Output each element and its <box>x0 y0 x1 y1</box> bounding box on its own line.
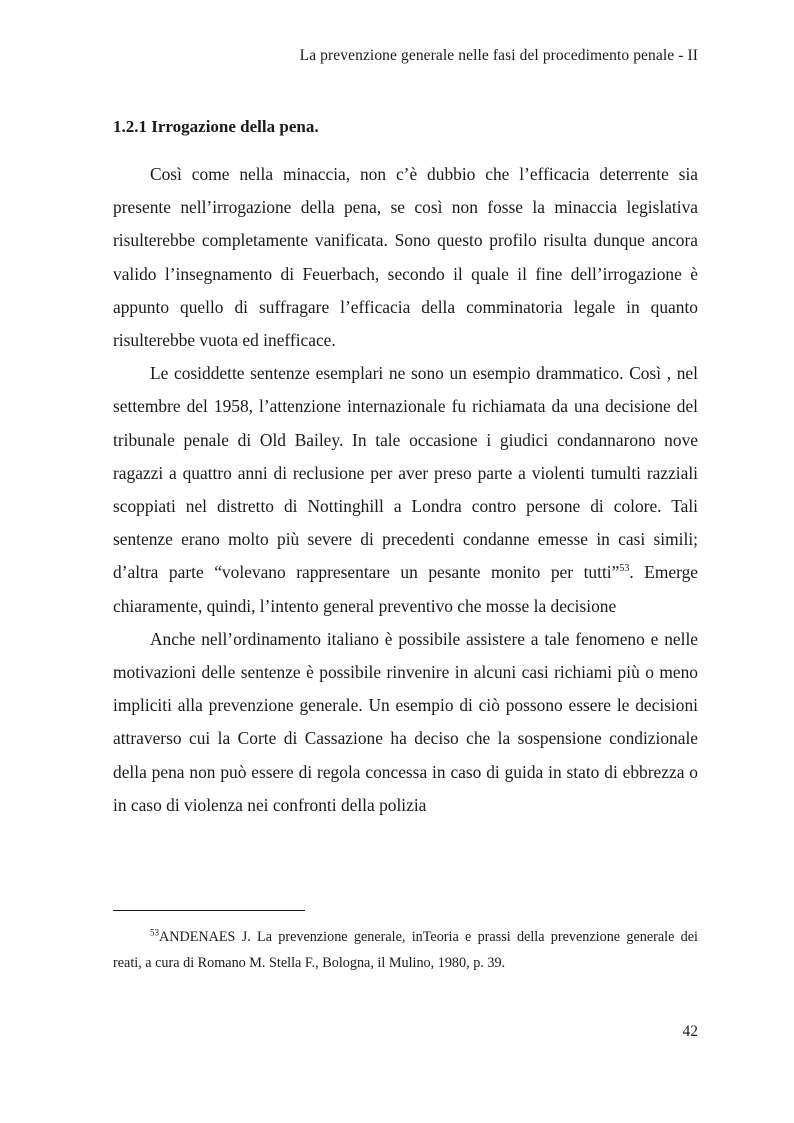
footnote-reference[interactable]: 53 <box>619 563 630 575</box>
section-heading: 1.2.1 Irrogazione della pena. <box>113 117 319 136</box>
footnote-text: La prevenzione generale, inTeoria e prassi della prevenzione generale dei reati, a cura di Romano M. Stella F., Bologna, il Mulino, 1980, p. 39. <box>113 929 698 971</box>
running-header: La prevenzione generale nelle fasi del procedimento penale - II <box>299 47 698 64</box>
footnote <box>113 924 698 976</box>
paragraph-3: Anche nell’ordinamento italiano è possibile assistere a tale fenomeno e nelle motivazioni delle sentenze è possibile rinvenire in alcuni casi richiami più o meno impliciti alla prevenzione generale. Un esempio di ciò possono essere le decisioni attraverso cui la Corte di Cassazione ha deciso che la sospensione condizionale della pena non può essere di regola concessa in caso di guida in stato di ebbrezza o in caso di violenza nei confronti della polizia <box>113 628 698 815</box>
paragraph-2-text-b: . Emerge chiaramente, quindi, l’intento general preventivo che mosse la decisione <box>113 562 698 616</box>
paragraph-1: Così come nella minaccia, non c’è dubbio che l’efficacia deterrente sia presente nell’irrogazione della pena, se così non fosse la minaccia legislativa risulterebbe completamente vanificata. Sono questo profilo risulta dunque ancora valido l’insegnamento di Feuerbach, secondo il quale il fine dell’irrogazione è appunto quello di suffragare l’efficacia della comminatoria legale in quanto risulterebbe vuota ed inefficace. <box>113 164 698 351</box>
page-number: 42 <box>682 1023 698 1040</box>
paragraph-2 <box>113 357 698 623</box>
footnote-separator <box>113 910 305 911</box>
footnote-number: 53 <box>150 927 159 938</box>
body-text <box>113 158 698 822</box>
footnote-author: ANDENAES J. <box>159 929 251 945</box>
paragraph-2-text-a: Le cosiddette sentenze esemplari ne sono un esempio drammatico. Così , nel settembre del 1958, l’attenzione internazionale fu richiamata da una decisione del tribunale penale di Old Bailey. In tale occasione i giudici condannarono nove ragazzi a quattro anni di reclusione per aver preso parte a violenti tumulti razziali scoppiati nel distretto di Nottinghill a Londra contro persone di colore. Tali sentenze erano molto più severe di precedenti condanne emesse in casi simili; d’altra parte “volevano rappresentare un pesante monito per tutti” <box>113 363 698 583</box>
